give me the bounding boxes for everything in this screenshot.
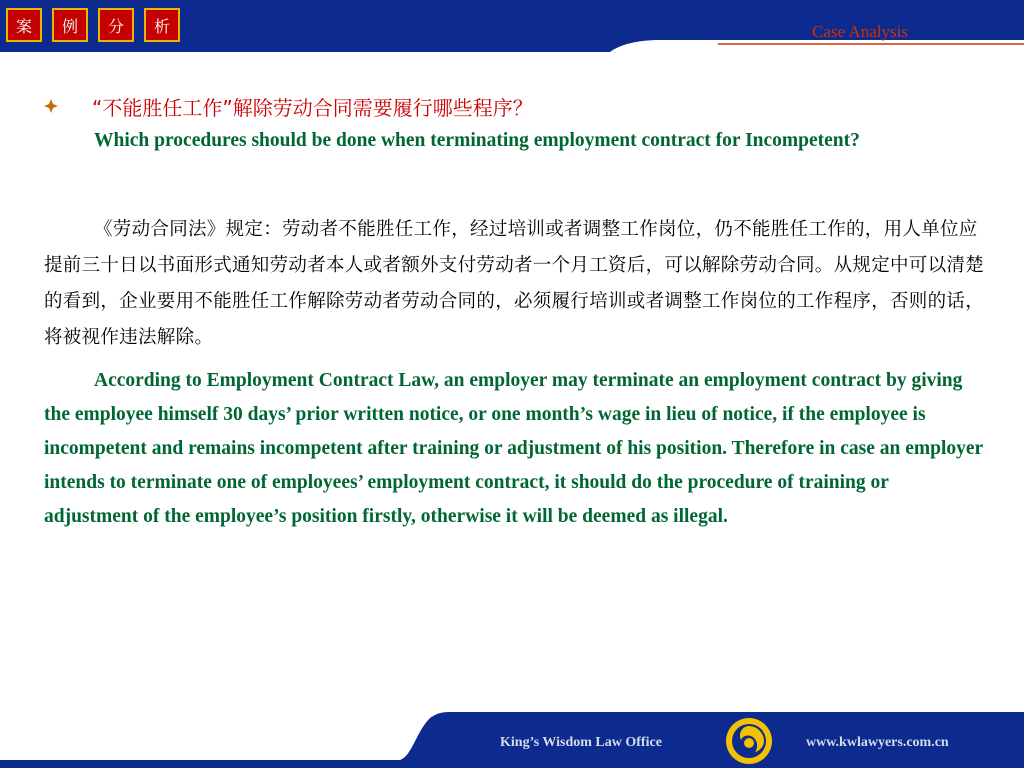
- website-link[interactable]: www.kwlawyers.com.cn: [806, 735, 949, 750]
- question-line: [44, 88, 984, 124]
- question-en: Which procedures should be done when terminating employment contract for Incompetent?: [94, 130, 860, 151]
- title-tags: [6, 8, 180, 42]
- slide-content: [44, 88, 984, 534]
- section-title: Case Analysis: [812, 22, 908, 41]
- title-tag: 析: [144, 8, 180, 42]
- diamond-bullet-icon: [44, 99, 58, 113]
- answer-zh: 《劳动合同法》规定：劳动者不能胜任工作，经过培训或者调整工作岗位，仍不能胜任工作的，用人单位应提前三十日以书面形式通知劳动者本人或者额外支付劳动者一个月工资后，可以解除劳动合同。从规定中可以清楚的看到，企业要用不能胜任工作解除劳动者劳动合同的，必须履行培训或者调整工作岗位的工作程序，否则的话，将被视作违法解除。: [44, 219, 985, 348]
- title-tag: 例: [52, 8, 88, 42]
- firm-name: King’s Wisdom Law Office: [500, 735, 662, 750]
- question-zh: “不能胜任工作”解除劳动合同需要履行哪些程序？: [92, 95, 533, 120]
- sun-emblem-icon: [724, 716, 774, 766]
- answer-en: According to Employment Contract Law, an employer may terminate an employment contract by giving the employee himself 30 days’ prior written notice, or one month’s wage in lieu of notice, if the employee is incompetent and remains incompetent after training or adjustment of his position. Therefore in case an employer intends to terminate one of employees’ employment contract, it should do the procedure of training or adjustment of the employee’s position firstly, otherwise it will be deemed as illegal.: [44, 370, 983, 527]
- title-tag: 分: [98, 8, 134, 42]
- title-tag: 案: [6, 8, 42, 42]
